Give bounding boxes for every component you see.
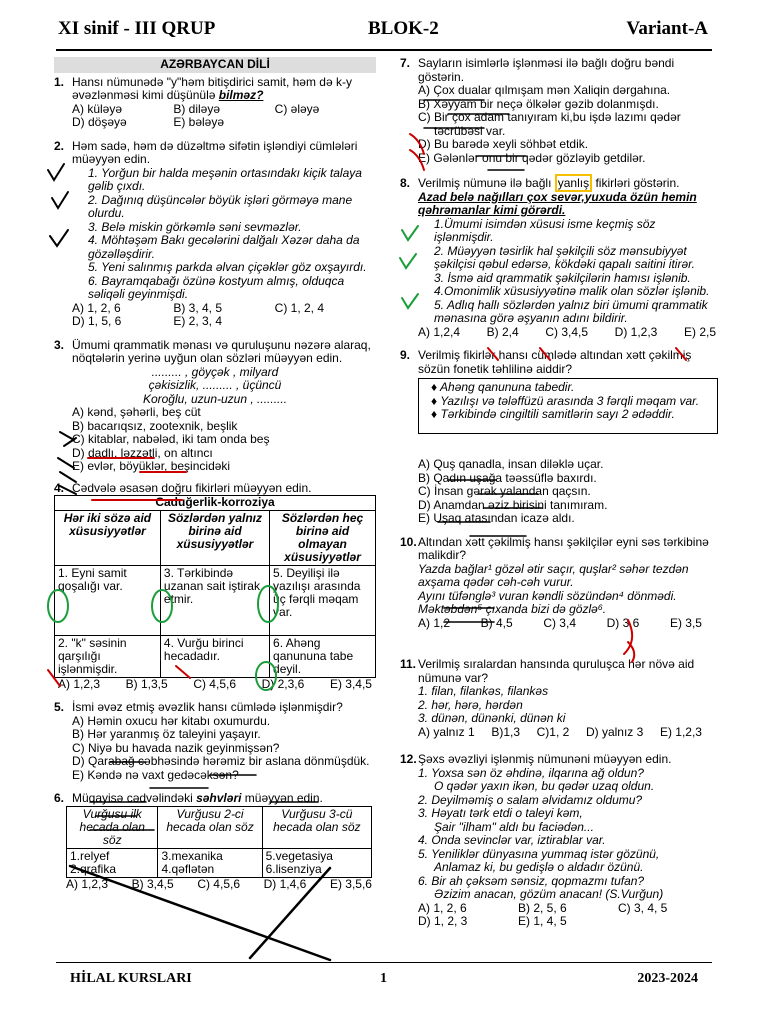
q12-item: 3. Həyatı tərk etdi o taleyi kəm, bbox=[418, 806, 583, 820]
footer-divider bbox=[56, 962, 712, 963]
option[interactable]: B)1,3 bbox=[491, 724, 521, 739]
footer-course: HİLAL KURSLARI bbox=[70, 971, 192, 986]
option[interactable]: C) 3,4,5 bbox=[545, 324, 589, 339]
option[interactable]: D) 1, 2, 3 bbox=[418, 914, 468, 928]
q12-item: 5. Yeniliklər dünyasına yummaq istər gözünü, bbox=[418, 846, 660, 861]
option[interactable]: C) ələyə bbox=[274, 101, 320, 116]
option[interactable]: D) yalnız 3 bbox=[585, 724, 644, 739]
option[interactable]: C) 3, 4, 5 bbox=[618, 900, 668, 915]
option[interactable]: C) Bir çox adam tanıyıram ki,bu işdə lazımı qədər təcrübəsi var. bbox=[418, 110, 681, 138]
option[interactable]: E) evlər, böyüklər, beşincidəki bbox=[72, 459, 231, 473]
q10-line: Yazda bağlar¹ gözəl ətir saçır, quşlar² səhər tezdən axşama qədər cəh-cəh vurur. bbox=[418, 561, 689, 589]
option[interactable]: D) 2,3,6 bbox=[261, 676, 305, 691]
header-variant: Variant-A bbox=[626, 18, 708, 39]
header-class: XI sinif - III QRUP bbox=[58, 18, 216, 39]
option[interactable]: A) Çox dualar qılmışam mən Xaliqin dərgahına. bbox=[418, 83, 671, 97]
table-cell: 4. Vurğu birinci hecadadır. bbox=[160, 635, 269, 677]
option[interactable]: B) Qadın uşağa təəssüflə baxırdı. bbox=[418, 470, 597, 485]
q2-item: 4. Möhtəşəm Bakı gecələrini dalğalı Xəzər daha da gözəlləşdirir. bbox=[88, 233, 360, 261]
q11-item: 1. filan, filankəs, filankəs bbox=[418, 684, 549, 698]
option[interactable]: A) yalnız 1 bbox=[418, 724, 475, 739]
q12-item: 2. Deyilməmiş o salam əlvidamız oldumu? bbox=[418, 792, 643, 807]
q12-item: O qədər yaxın ikən, bu qədər uzaq oldun. bbox=[434, 779, 655, 793]
question-3: 3. Ümumi qrammatik mənası və quruluşunu nəzərə alaraq, nöqtələrin yerinə uyğun olan sözləri müəyyən edin. ......... , göyçək , milyard çəkisizlik, ......... , üçüncü Koroğlu, uzun-uzun , ......... A) kənd, şəhərli, beş cüt B) bacarıqsız, zootexnik, beşlik C) kitablar, nabələd, iki tam onda beş D) dadlı, ləzzətli, on altıncı E) evlər, böyüklər, beşincidəki bbox=[54, 339, 376, 474]
header-block: BLOK-2 bbox=[368, 18, 439, 39]
q12-item: Əzizim anacan, gözüm anacan! (S.Vurğun) bbox=[434, 887, 664, 901]
table-cell: 6. Ahəng qanununa tabe deyil. bbox=[270, 635, 376, 677]
option[interactable]: E) Kəndə nə vaxt gedəcəksən? bbox=[72, 767, 239, 782]
option[interactable]: E) 3,5 bbox=[669, 615, 702, 630]
option[interactable]: D) Qarabağ cəbhəsində hərəmiz bir aslana dönmüşdük. bbox=[72, 754, 370, 768]
option[interactable]: E) Uşaq atasından icazə aldı. bbox=[418, 511, 575, 525]
table-cell: 2. "k" səsinin qarşılığı işlənmişdir. bbox=[55, 635, 161, 677]
q2-item: 1. Yorğun bir halda meşənin ortasındakı kiçik talaya gəlib çıxdı. bbox=[88, 165, 362, 193]
q3-line: Koroğlu, uzun-uzun , ......... bbox=[142, 391, 288, 406]
table-cell: 3. Tərkibində uzanan sait iştirak etmir. bbox=[160, 565, 269, 635]
table-cell: 3.mexanika 4.qəflətən bbox=[158, 848, 262, 877]
option[interactable]: A) 1,2,4 bbox=[418, 324, 461, 339]
q8-item: 5. Adlıq hallı sözlərdən yalnız biri ümumi qrammatik mənasına görə əşyanın adını bildirir. bbox=[434, 297, 708, 325]
option[interactable]: C) İnsan gərək yalandan qaçsın. bbox=[418, 484, 591, 498]
option[interactable]: E) 1,2,3 bbox=[659, 724, 702, 739]
option[interactable]: B) diləyə bbox=[173, 101, 221, 116]
right-column bbox=[400, 57, 718, 935]
option[interactable]: B) 1,3,5 bbox=[125, 676, 168, 691]
question-5: 5. İsmi əvəz etmiş əvəzlik hansı cümlədə işlənmişdir? A) Həmin oxucu hər kitabı oxumurdu. B) Hər yaranmış öz taleyini yaşayır. C) Niyə bu havada nazik geyinmişsən? D) Qarabağ cəbhəsində hərəmiz bir aslana dönmüşdük. E) Kəndə nə vaxt gedəcəksən? bbox=[54, 701, 376, 782]
question-1: 1. Hansı nümunədə "y"həm bitişdirici samit, həm də k-y əvəzlənməsi kimi düşünülə bilməz? A) küləyə B) diləyə C) ələyə D) döşəyə E) bələyə bbox=[54, 76, 376, 130]
question-2: 2. Həm sadə, həm də düzəltmə sifətin işləndiyi cümlələri müəyyən edin. 1. Yorğun bir halda meşənin ortasındakı kiçik talaya gəlib çıxdı. 2. Dağınıq düşüncələr böyük işləri görməyə mane olurdu. 3. Belə miskin görkəmlə səni sevməzlər. 4. Möhtəşəm Bakı gecələrini dalğalı Xəzər daha da gözəlləşdirir. 5. Yeni salınmış parkda əlvan çiçəklər göz oxşayırdı. 6. Bayramqabağı özünə kostyum almış, olduqca səliqəli geyinmişdi. A) 1, 2, 6 B) 3, 4, 5 C) 1, 2, 4 D) 1, 5, 6 E) 2, 3, 4 bbox=[54, 140, 376, 329]
option[interactable]: E) 3,5,6 bbox=[329, 876, 372, 891]
q2-item: 3. Belə miskin görkəmlə səni sevməzlər. bbox=[88, 219, 302, 234]
footer-year: 2023-2024 bbox=[637, 971, 698, 986]
option[interactable]: C) 4,5,6 bbox=[197, 876, 240, 891]
option[interactable]: A) Həmin oxucu hər kitabı oxumurdu. bbox=[72, 713, 271, 728]
page-header bbox=[58, 18, 708, 48]
option[interactable]: A) Quş qanadla, insan diləklə uçar. bbox=[418, 457, 604, 471]
table-cell: 1.relyef 2.qrafika bbox=[67, 848, 158, 877]
q1-options-row1 bbox=[54, 103, 376, 117]
q2-item: 6. Bayramqabağı özünə kostyum almış, olduqca səliqəli geyinmişdi. bbox=[88, 273, 345, 301]
option[interactable]: E) 3,4,5 bbox=[329, 676, 372, 691]
option[interactable]: A) 1, 2, 6 bbox=[418, 900, 467, 915]
option[interactable]: D) 1,2,3 bbox=[614, 324, 658, 339]
option[interactable]: C) Niyə bu havada nazik geyinmişsən? bbox=[72, 740, 280, 755]
table-cell: 5.vegetasiya 6.lisenziya bbox=[262, 848, 371, 877]
q2-item: 5. Yeni salınmış parkda əlvan çiçəklər göz oxşayırdı. bbox=[88, 260, 367, 274]
option[interactable]: B) Xəyyam bir neçə ölkələr gəzib dolanmışdı. bbox=[418, 96, 659, 111]
q8-item: 4.Omonimlik xüsusiyyətinə malik olan sözlər işlənib. bbox=[434, 284, 710, 298]
page-number: 1 bbox=[380, 971, 387, 986]
option[interactable]: D) Anamdan əziz birisini tanımıram. bbox=[418, 497, 608, 512]
option[interactable]: D) 1, 5, 6 bbox=[72, 314, 122, 328]
option[interactable]: E) 2, 3, 4 bbox=[173, 314, 223, 328]
highlighted-word: yanlış bbox=[555, 174, 592, 192]
question-12: 12.Şəxs əvəzliyi işlənmiş nümunəni müəyyən edin. 1. Yoxsa sən öz əhdinə, ilqarına ağ oldun? O qədər yaxın ikən, bu qədər uzaq oldun. 2. Deyilməmiş o salam əlvidamız oldumu? 3. Həyatı tərk etdi o taleyi kəm, Şair "ilham" aldı bu faciədən... 4. Onda sevinclər var, iztirablar var. 5. Yeniliklər dünyasına yummaq istər gözünü, Anlamaz ki, bu gedişlə o aldadır özünü. 6. Bir ah çəksəm sənsiz, qopmazmı tufan? Əzizim anacan, gözüm anacan! (S.Vurğun) A) 1, 2, 6 B) 2, 5, 6 C) 3, 4, 5 D) 1, 2, 3 E) 1, 4, 5 bbox=[400, 753, 718, 929]
q12-item: 4. Onda sevinclər var, iztirablar var. bbox=[418, 833, 606, 847]
table-header: Sözlərdən heç birinə aid olmayan xüsusiyyətlər bbox=[270, 510, 376, 565]
subject-title: AZƏRBAYCAN DİLİ bbox=[54, 57, 376, 73]
q4-table bbox=[54, 510, 376, 678]
option[interactable]: D) 1,4,6 bbox=[263, 876, 307, 891]
q6-table bbox=[66, 806, 372, 878]
option[interactable]: D) döşəyə bbox=[72, 115, 127, 129]
q8-item: 3. İsmə aid qrammatik şəkilçilərin hamısı işlənib. bbox=[434, 270, 691, 285]
option[interactable]: E) 2,5 bbox=[683, 324, 716, 339]
option[interactable]: B) 3,4,5 bbox=[131, 876, 174, 891]
q2-item: 2. Dağınıq düşüncələr böyük işləri görməyə mane olurdu. bbox=[88, 192, 353, 220]
question-11: 11. Verilmiş sıralardan hansında quruluşca hər növə aid nümunə var? 1. filan, filankəs, filankəs 2. hər, hərə, hərdən 3. dünən, dünənki, dünən ki A) yalnız 1 B)1,3 C)1, 2 D) yalnız 3 E) 1,2,3 bbox=[400, 658, 718, 739]
question-8: 8. Verilmiş nümunə ilə bağlı yanlış fikirləri göstərin. Azad belə nağılları çox sevər,yuxuda özün hemin qəhrəmanlar kimi görərdi. 1.Ümumi isimdən xüsusi isme keçmiş söz işlənmişdir. 2. Müəyyən təsirlik hal şəkilçili söz mənsubiyyət şəkilçisi qəbul edərsə, kökdəki qapalı saitini itirər. 3. İsmə aid qrammatik şəkilçilərin hamısı işlənib. 4.Omonimlik xüsusiyyətinə malik olan sözlər işlənib. 5. Adlıq hallı sözlərdən yalnız biri ümumi qrammatik mənasına görə əşyanın adını bildirir. A) 1,2,4 B) 2,4 C) 3,4,5 D) 1,2,3 E) 2,5 bbox=[400, 176, 716, 339]
q12-item: 6. Bir ah çəksəm sənsiz, qopmazmı tufan? bbox=[418, 873, 645, 888]
option[interactable]: A) 1,2 bbox=[418, 615, 451, 630]
q11-item: 2. hər, hərə, hərdən bbox=[418, 697, 523, 712]
table-header: Hər iki sözə aid xüsusiyyətlər bbox=[55, 510, 161, 565]
question-6: 6. Müqayisə cədvəlindəki səhvləri müəyyən edin. Vurğusu ilk hecada olan söz Vurğusu 2-ci hecada olan söz Vurğusu 3-cü hecada olan söz 1.relyef 2.qrafika 3.mexanika 4.qəflətən 5.vegetasiya 6.lisenziya A) 1,2,3 B) 3,4,5 C) 4,5,6 D) 1,4,6 E) 3,5,6 bbox=[54, 791, 372, 891]
option[interactable]: A) küləyə bbox=[72, 101, 123, 116]
option[interactable]: C) 1, 2, 4 bbox=[274, 300, 325, 315]
option[interactable]: B) 3, 4, 5 bbox=[173, 300, 223, 315]
option[interactable]: E) 1, 4, 5 bbox=[518, 914, 567, 928]
table-cell: 1. Eyni samit qoşalığı var. bbox=[55, 565, 161, 635]
table-header: Vurğusu 3-cü hecada olan söz bbox=[262, 806, 371, 848]
option[interactable]: A) 1,2,3 bbox=[66, 876, 109, 891]
table-cell: 5. Deyilişi ilə yazılışı arasında üç fərqli məqam var. bbox=[270, 565, 376, 635]
question-10: 10.Altından xətt çəkilmiş hansı şəkilçilər eyni səs tərkibinə malikdir? Yazda bağlar¹ gözəl ətir saçır, quşlar² səhər tezdən axşama qədər cəh-cəh vurur. Ayını tüfənglə³ vuran kəndli sözündən⁴ dönmədi. Məktəbdən⁵ çıxanda bizi də gözlə⁶. A) 1,2 B) 4,5 C) 3,4 D) 3,6 E) 3,5 bbox=[400, 536, 718, 631]
option[interactable]: B) bacarıqsız, zootexnik, beşlik bbox=[72, 418, 238, 433]
table-header: Sözlərdən yalnız birinə aid xüsusiyyətlər bbox=[160, 510, 269, 565]
q10-line: Ayını tüfənglə³ vuran kəndli sözündən⁴ dönmədi. bbox=[418, 588, 677, 603]
question-7: 7. Sayların isimlərlə işlənməsi ilə bağlı doğru bəndi göstərin. A) Çox dualar qılmışam mən Xaliqin dərgahına. B) Xəyyam bir neçə ölkələr gəzib dolanmışdı. C) Bir çox adam tanıyıram ki,bu işdə lazımı qədər təcrübəsi var. D) Bu barədə xeyli söhbət etdik. E) Gələnlər onu bir qədər gözləyib getdilər. bbox=[400, 57, 718, 165]
q12-item: Şair "ilham" aldı bu faciədən... bbox=[434, 819, 594, 834]
option[interactable]: D) 3,6 bbox=[606, 615, 640, 630]
option[interactable]: D) dadlı, ləzzətli, on altıncı bbox=[72, 445, 213, 460]
option[interactable]: C) 4,5,6 bbox=[193, 676, 236, 691]
option[interactable]: E) Gələnlər onu bir qədər gözləyib getdilər. bbox=[418, 150, 646, 165]
table-header: Vurğusu 2-ci hecada olan söz bbox=[158, 806, 262, 848]
q3-line: ......... , göyçək , milyard bbox=[151, 364, 279, 379]
option[interactable]: C) kitablar, nabələd, iki tam onda beş bbox=[72, 432, 270, 446]
q8-item: 2. Müəyyən təsirlik hal şəkilçili söz mənsubiyyət şəkilçisi qəbul edərsə, kökdəki qapalı saitini itirər. bbox=[434, 243, 696, 271]
question-4: 4. Cədvələ əsasən doğru fikirləri müəyyən edin. Caduğerlik-korroziya Hər iki sözə aid xüsusiyyətlər Sözlərdən yalnız birinə aid xüsusiyyətlər Sözlərdən heç birinə aid olmayan xüsusiyyətlər 1. Eyni samit qoşalığı var. 3. Tərkibində uzanan sait iştirak etmir. 5. Deyilişi ilə yazılışı arasında üç fərqli məqam var. 2. "k" səsinin qarşılığı işlənmişdir. 4. Vurğu birinci hecadadır. 6. Ahəng qanununa tabe deyil. A) 1,2,3 B) 1,3,5 C) 4,5,6 D) 2,3,6 E) 3,4,5 bbox=[54, 482, 376, 692]
option[interactable]: A) 1, 2, 6 bbox=[72, 300, 121, 315]
q8-item: 1.Ümumi isimdən xüsusi isme keçmiş söz işlənmişdir. bbox=[434, 216, 656, 244]
option[interactable]: B) 4,5 bbox=[480, 615, 513, 630]
option[interactable]: B) 2, 5, 6 bbox=[518, 900, 567, 915]
q9-box: ♦ Ahəng qanununa tabedir. ♦ Yazılışı və tələffüzü arasında 3 fərqli məqam var. ♦ Tərkibində cingiltili samitlərin sayı 2 ədəddir. bbox=[418, 378, 718, 434]
table-header: Vurğusu ilk hecada olan söz bbox=[67, 806, 158, 848]
q12-item: Anlamaz ki, bu gedişlə o aldadır özünü. bbox=[434, 860, 644, 874]
q8-example: Azad belə nağılları çox sevər,yuxuda özün hemin qəhrəmanlar kimi görərdi. bbox=[418, 189, 697, 217]
option[interactable]: A) kənd, şəhərli, beş cüt bbox=[72, 405, 201, 419]
option[interactable]: A) 1,2,3 bbox=[58, 676, 101, 691]
q12-item: 1. Yoxsa sən öz əhdinə, ilqarına ağ oldun? bbox=[418, 765, 644, 780]
option[interactable]: C) 3,4 bbox=[543, 615, 576, 630]
question-9: 9. Verilmiş fikirlər hansı cümlədə altından xətt çəkilmiş sözün fonetik təhlilinə aiddir? ♦ Ahəng qanununa tabedir. ♦ Yazılışı və tələffüzü arasında 3 fərqli məqam var. ♦ Tərkibində cingiltili samitlərin sayı 2 ədəddir. A) Quş qanadla, insan diləklə uçar. B) Qadın uşağa təəssüflə baxırdı. C) İnsan gərək yalandan qaçsın. D) Anamdan əziz birisini tanımıram. E) Uşaq atasından icazə aldı. bbox=[400, 349, 718, 526]
q1-options-row2 bbox=[54, 116, 376, 130]
q4-table-caption: Caduğerlik-korroziya bbox=[54, 495, 376, 510]
header-divider bbox=[56, 49, 712, 51]
option[interactable]: C)1, 2 bbox=[536, 724, 570, 739]
option[interactable]: D) Bu barədə xeyli söhbət etdik. bbox=[418, 137, 589, 151]
q11-item: 3. dünən, dünənki, dünən ki bbox=[418, 711, 566, 725]
q10-line: Məktəbdən⁵ çıxanda bizi də gözlə⁶. bbox=[418, 602, 607, 616]
left-column bbox=[54, 57, 376, 897]
option[interactable]: B) Hər yaranmış öz taleyini yaşayır. bbox=[72, 727, 261, 741]
option[interactable]: B) 2,4 bbox=[486, 324, 519, 339]
option[interactable]: E) bələyə bbox=[173, 115, 225, 129]
q3-line: çəkisizlik, ......... , üçüncü bbox=[148, 378, 282, 392]
